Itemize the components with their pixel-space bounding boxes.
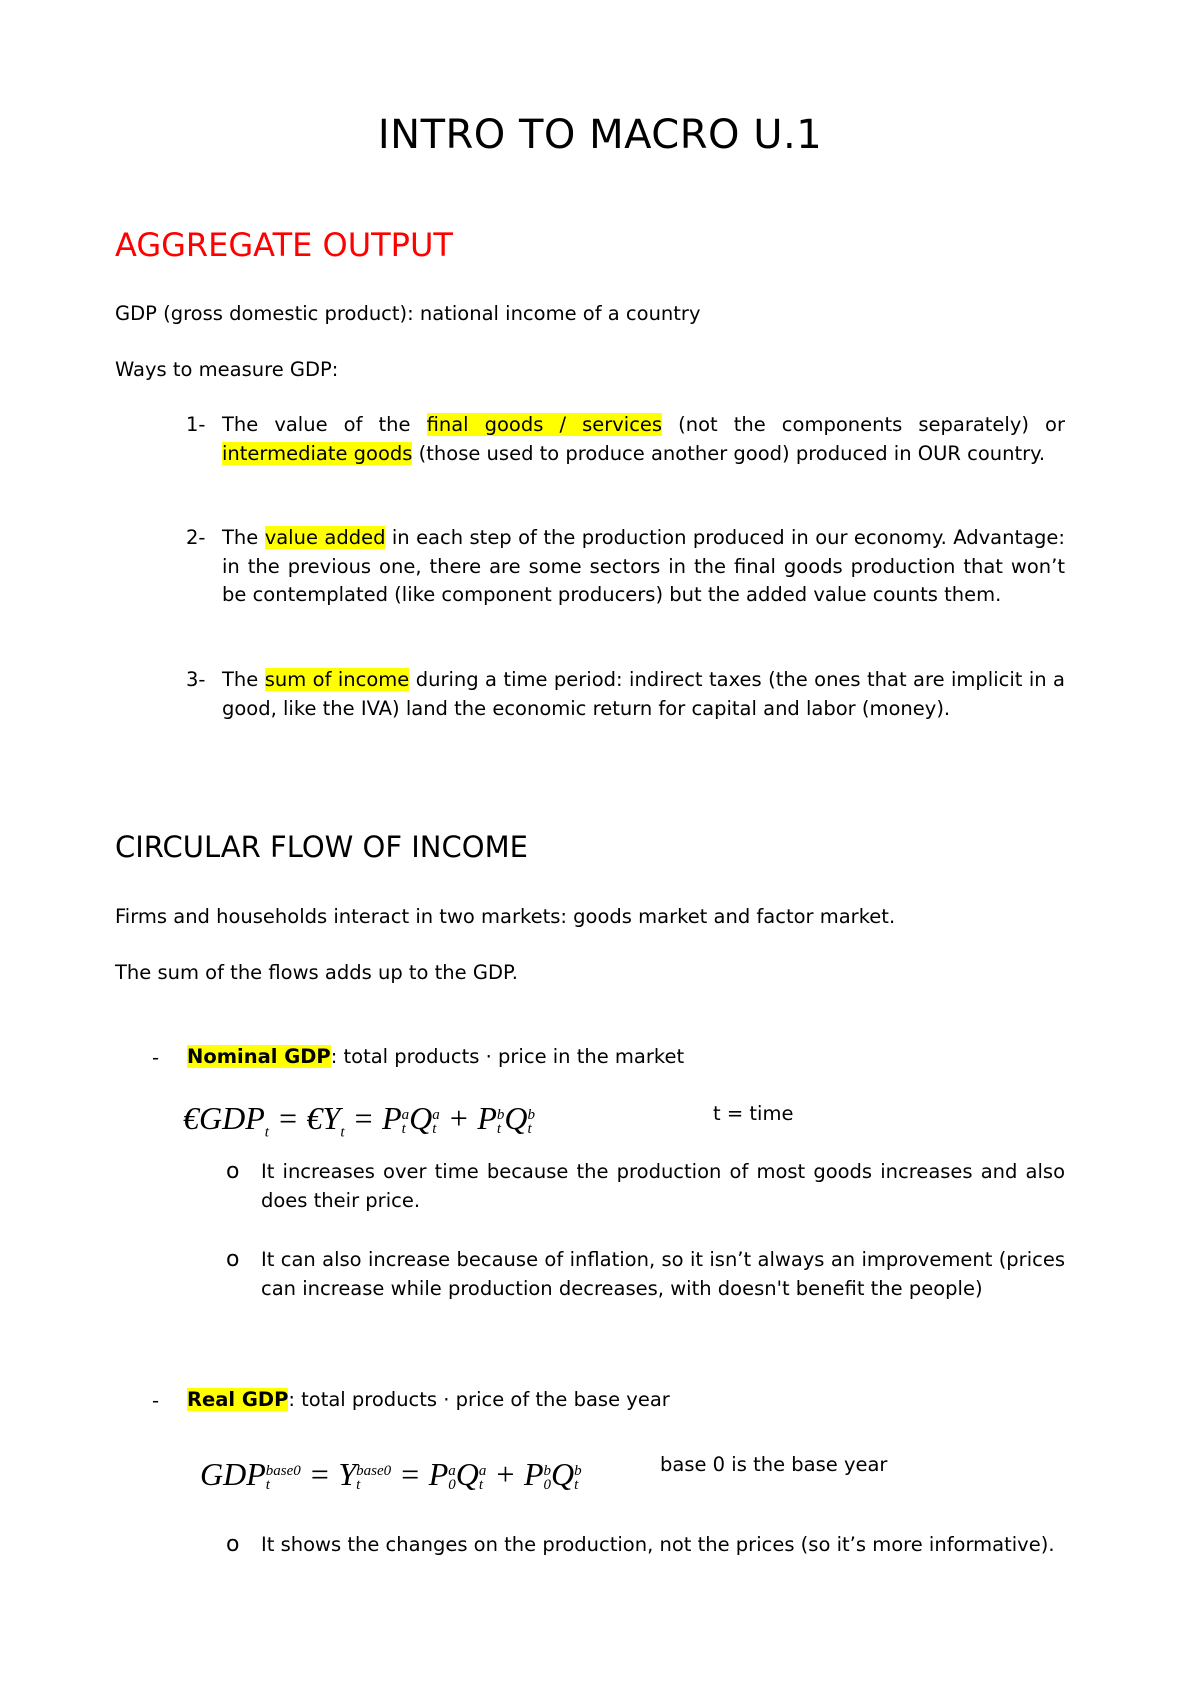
item-text: The: [222, 668, 265, 691]
item-text: (not the components separately) or: [662, 413, 1065, 436]
list-dash: -: [152, 1389, 160, 1412]
section-heading-aggregate-output: AGGREGATE OUTPUT: [115, 226, 453, 264]
highlighted-term: sum of income: [264, 668, 410, 691]
list-item: It can also increase because of inflation, so it isn’t always an improvement (prices can increase while production decreases, with doesn't benefit the people): [261, 1248, 1065, 1300]
paragraph: Firms and households interact in two markets: goods market and factor market.: [115, 905, 896, 928]
item-text: in each step of the production produced in our economy. Advantage: in the previous one, there are some sectors in the final goods production that won’t be contemplated (like component producers) but the added value counts them.: [222, 526, 1065, 606]
formula-note: base 0 is the base year: [660, 1453, 888, 1476]
list-number: 3-: [186, 668, 206, 691]
item-text: : total products · price of the base year: [288, 1388, 670, 1411]
paragraph: The sum of the flows adds up to the GDP.: [115, 961, 518, 984]
gdp-definition: GDP (gross domestic product): national income of a country: [115, 302, 701, 325]
highlighted-term: Real GDP: [187, 1388, 289, 1411]
list-dash: -: [152, 1046, 160, 1069]
highlighted-term: final goods / services: [426, 413, 663, 436]
item-text: during a time period: indirect taxes (the ones that are implicit in a good, like the IVA) land the economic return for capital and labor (money).: [222, 668, 1065, 720]
highlighted-term: intermediate goods: [222, 441, 413, 465]
real-gdp-line: [187, 1386, 670, 1415]
list-number: 2-: [186, 526, 206, 549]
item-text: : total products · price in the market: [330, 1045, 685, 1068]
bullet-marker: o: [226, 1532, 240, 1557]
ways-intro: Ways to measure GDP:: [115, 358, 339, 381]
nominal-gdp-line: [187, 1043, 684, 1072]
highlighted-term: Nominal GDP: [187, 1045, 331, 1068]
real-gdp-formula: GDP base0 t = Y base0 t = P a 0 Q a t + P b 0 Q b t: [200, 1456, 582, 1493]
bullet-marker: o: [226, 1159, 240, 1184]
item-text: (those used to produce another good) produced in OUR country.: [412, 441, 1046, 465]
page-title: INTRO TO MACRO U.1: [377, 112, 823, 158]
list-item: [222, 524, 1065, 610]
list-item: [222, 411, 1065, 468]
item-text: The: [222, 526, 265, 549]
list-item: [222, 666, 1065, 723]
highlighted-term: value added: [264, 526, 386, 549]
list-item: It increases over time because the production of most goods increases and also does their price.: [261, 1160, 1065, 1212]
nominal-gdp-formula: $€GDP_t$ = $€Y_t = P$ a t Q a t + P b t Q b t: [183, 1100, 535, 1141]
list-item: It shows the changes on the production, not the prices (so it’s more informative).: [261, 1533, 1055, 1556]
list-number: 1-: [186, 413, 206, 436]
item-text: The value of the: [222, 413, 427, 436]
section-heading-circular-flow: CIRCULAR FLOW OF INCOME: [115, 830, 528, 864]
formula-note: t = time: [713, 1102, 794, 1125]
bullet-marker: o: [226, 1247, 240, 1272]
